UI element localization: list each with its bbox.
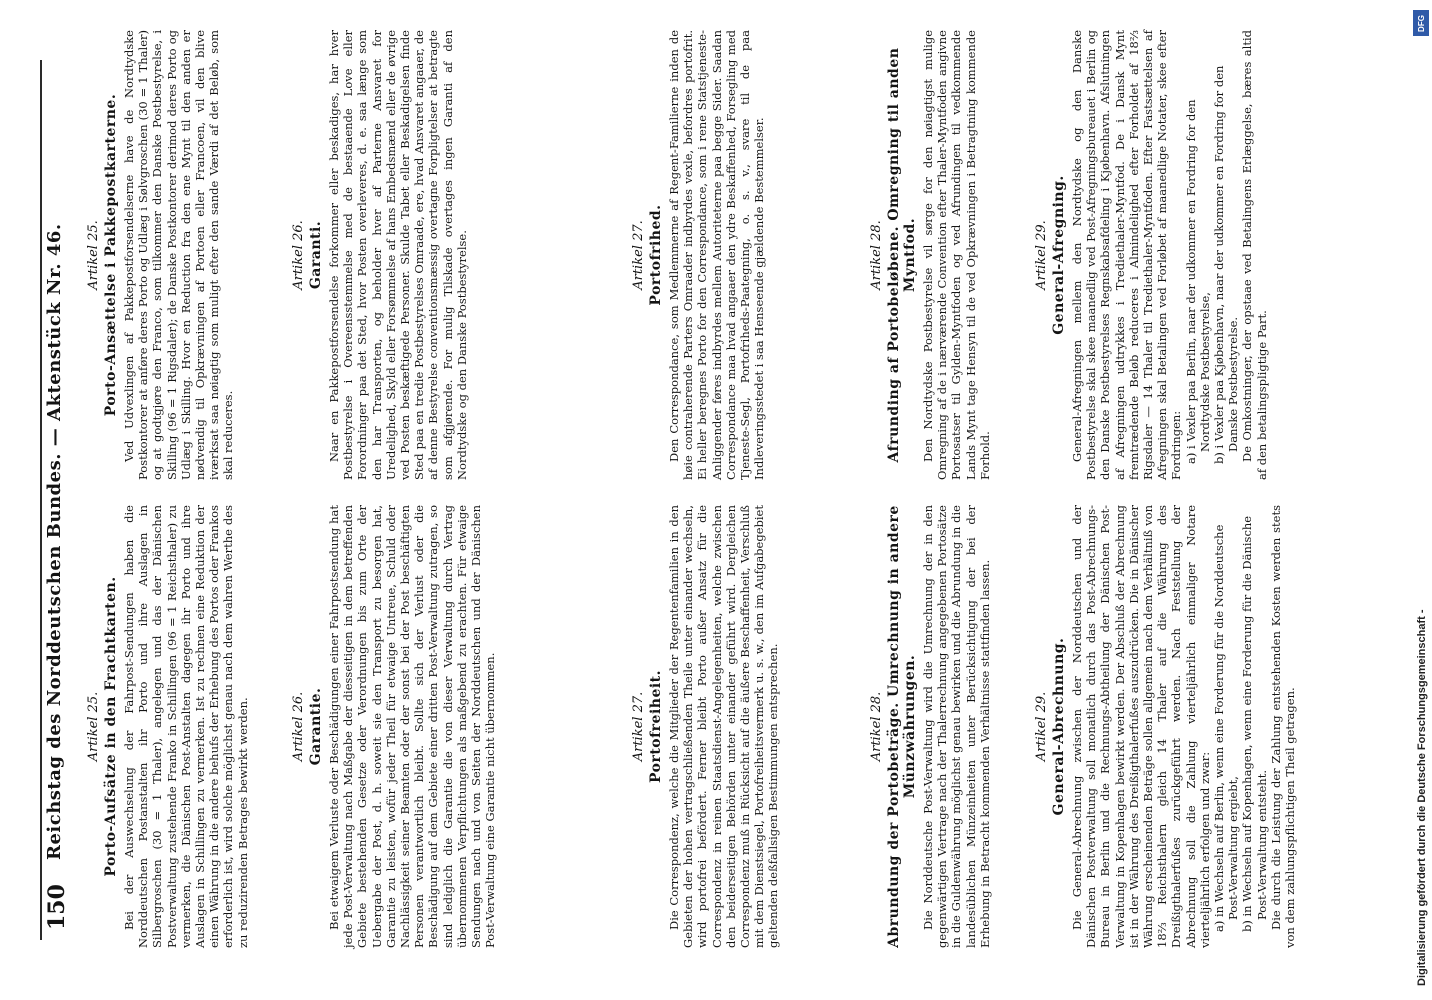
article-block xyxy=(631,505,781,948)
header-rule xyxy=(40,60,42,940)
article-text: Naar en Pakkepostforsendelse forkommer eller beskadiges, har hver Postbestyrelse i Overeensstemmelse med de bestaaende Love eller Forordninger paa det Sted, hvor Posten overleveres, d. e. saa længe som den har Transporten, og beholder hver af Parterne Ansvaret for Uredelighed, Skyld eller Forsømmelse af hans Embedsmænd eller de øvrige ved Posten beskæftigede Personer. Skulde Tabet eller Beskadigelsen finde Sted paa en tredie Postbestyrelses Omraade, ere, hvad Ansvaret angaaer, de af denne Bestyrelse conventionsmæssig overtagne Forpligtelser at betragte som afgjørende. For mulig Tilskade overtages ingen Garanti af den Nordtydske og den Danske Postbestyrelse. xyxy=(327,30,469,480)
article-closing-text: De Omkostninger, der opstaae ved Betalingens Erlæggelse, bæres altid af den betalingspligtige Part. xyxy=(1240,30,1269,480)
article-text: Die General-Abrechnung zwischen der Norddeutschen und der Dänischen Postverwaltung soll monatlich durch das Post-Abrechnungs-Bureau in Berlin und die Rechnungs-Abtheilung der Dänischen Post-Verwaltung in Kopenhagen bewirkt werden. Der Abschluß der Abrechnung ist in der Währung des Dreißigthalerfußes auszudrücken. Die in Dänischer Währung erscheinenden Beträge sollen allgemein nach dem Verhältniß von 18⅔ Reichsthalern gleich 14 Thaler auf die Währung des Dreißigthalerfußes zurückgeführt werden. Nach Feststellung der Abrechnung soll die Zahlung vierteljährlich einmaliger Notare vierteljährlich erfolgen und zwar: xyxy=(1070,505,1212,948)
article-number: Artikel 27. xyxy=(631,691,646,762)
article-text: General-Afregningen mellem den Nordtydske og den Danske Postbestyrelse skal skee maanedlig ved Post-Afregningsbureauet i Berlin og den Danske Postbestyrelses Regnskabsafdeling i Kjøbenhavn. Afslutningen af Afregningen udtrykkes i Trediethaler-Myntfod. De i Dansk Mynt fremtrædende Beløb reduceres i Almindelighed efter Forholdet af 18⅔ Rigsdaler — 14 Thaler til Trediethaler-Myntfoden. Efter Fastsættelsen af Afregningen skal Betalingen ved Forløbet af maanedlige Notater, skee efter Fordringen: xyxy=(1070,30,1184,480)
article-title: Portofreiheit. xyxy=(648,669,664,784)
article-title: General-Afregning. xyxy=(1051,175,1067,335)
article-block xyxy=(1034,505,1297,948)
article-number: Artikel 26. xyxy=(291,691,306,762)
article-number: Artikel 28. xyxy=(869,691,884,762)
article-title: Afrunding af Portobeløbene. Omregning til anden Myntfod. xyxy=(886,47,918,463)
article-block xyxy=(1034,30,1269,480)
article-text: Bei etwaigem Verluste oder Beschädigungen einer Fahrpostsendung hat jede Post-Verwaltung nach Maßgabe der diesseitigen in dem betreffenden Gebiete bestehenden Gesetze oder Verordnungen bis zum Orte der Uebergabe der Post, d. h. soweit sie den Transport zu besorgen hat, Garantie zu leisten, wofür jeder Theil für etwaige Untreue, Schuld oder Nachlässigkeit seiner Beamten oder der sonst bei der Post beschäftigten Personen verantwortlich bleibt. Sollte sich der Verlust oder die Beschädigung auf dem Gebiete einer dritten Post-Verwaltung zutragen, so sind lediglich die Garantie die von dieser Verwaltung durch Vertrag übernommenen Verpflichtungen als maßgebend zu erachten. Für etwaige Sendungen nach und von Seiten der Norddeutschen und der Dänischen Post-Verwaltung eine Garantie nicht übernommen. xyxy=(327,505,498,948)
article-block xyxy=(869,505,992,948)
article-text: Bei der Auswechselung der Fahrpost-Sendungen haben die Norddeutschen Postanstalten ihr Porto und ihre Auslagen in Silbergroschen (30 = 1 Thaler), angelegen und das der Dänischen Postverwaltung zustehende Franko in Schillingen (96 = 1 Reichsthaler) zu vermerken, die Dänischen Post-Anstalten dagegen ihr Porto und ihre Auslagen in Schillingen zu vermerken. Ist zu rechnen eine Reduktion der einen Währung in die andere behufs der Erhebung des Portos oder Frankos erforderlich ist, wird solche möglichst genau nach dem wahren Werthe des zu reduzirenden Betrages bewirkt werden. xyxy=(122,505,250,948)
running-head: Reichstag des Norddeutschen Bundes. — Aktenstück Nr. 46. xyxy=(44,223,65,860)
article-number: Artikel 26. xyxy=(291,220,306,290)
article-number: Artikel 25. xyxy=(86,691,101,762)
article-list-item: b) in Wechseln auf Kopenhagen, wenn eine Forderung für die Dänische Post-Verwaltung entsteht. xyxy=(1240,515,1269,932)
article-title: Porto-Aufsätze in den Frachtkarten. xyxy=(103,576,119,877)
article-block xyxy=(86,505,250,948)
dfg-logo: DFG xyxy=(1413,10,1429,36)
article-title: Garanti. xyxy=(308,220,324,290)
article-title: General-Abrechnung. xyxy=(1051,637,1067,816)
article-number: Artikel 29. xyxy=(1034,220,1049,290)
article-number: Artikel 29. xyxy=(1034,691,1049,762)
article-title: Portofrihed. xyxy=(648,204,664,306)
article-block xyxy=(869,30,992,480)
article-list-item: b) i Vexler paa Kjøbenhavn, naar der udkommer en Fordring for den Danske Postbestyrelse. xyxy=(1212,65,1241,464)
article-list-item: a) i Vexler paa Berlin, naar der udkommer en Fordring for den Nordtydske Postbestyrelse, xyxy=(1183,99,1212,464)
article-title: Garantie. xyxy=(308,687,324,766)
article-text: Den Nordtydske Postbestyrelse vil sørge for den nøiagtigst mulige Omregning af de i nærværende Convention efter Thaler-Myntfoden angivne Portosatser til Gylden-Myntfoden og ved Afrundingen til vedkommende Lands Mynt tage Hensyn til de ved Opkrævningen i Betragtning kommende Forhold. xyxy=(921,30,992,480)
article-block xyxy=(86,30,236,480)
article-block xyxy=(291,505,497,948)
article-block xyxy=(291,30,469,480)
article-closing-text: Die durch die Leistung der Zahlung entstehenden Kosten werden stets von dem zahlungspflichtigen Theil getragen. xyxy=(1268,505,1298,948)
page-number: 150 xyxy=(44,884,70,930)
article-number: Artikel 28. xyxy=(869,220,884,290)
article-text: Die Norddeutsche Post-Verwaltung wird die Umrechnung der in den gegenwärtigen Vertrage nach der Thalerrechnung angegebenen Portosätze in die Guldenwährung möglichst genau bewirken und die Abrundung in die landesüblichen Münzeinheiten unter Berücksichtigung der bei der Erhebung in Betracht kommenden Verhältnisse stattfinden lassen. xyxy=(921,505,992,948)
article-text: Den Correspondance, som Medlemmerne af Regent-Familierne inden de høie contraherende Parters Omraader indbyrdes vexle, befordres portofrit. Ei heller beregnes Porto for den Correspondance, som i rene Statstjeneste-Anliggender føres indbyrdes mellem Autoriteterne paa begge Sider. Saadan Correspondance maa hvad angaaer den ydre Beskaffenhed, Forsegling med Tjeneste-Segl, Portofriheds-Paategning, o. s. v., svare til de paa Indleveringsstedet i saa Henseende gjældende Bestemmelser. xyxy=(667,30,767,480)
article-block xyxy=(631,30,766,480)
article-list-item: a) in Wechseln auf Berlin, wenn eine Forderung für die Norddeutsche Post-Verwaltung ergiebt, xyxy=(1212,524,1241,932)
article-text: Ved Udvexlingen af Pakkepostforsendelserne have de Nordtydske Postkontorer at anføre deres Porto og Udlæg i Sølvgroschen (30 = 1 Thaler) og at godtgjøre den Franco, som tilkommer den Danske Postbestyrelse, i Skilling (96 = 1 Rigsdaler); de Danske Postkontorer derimod deres Porto og Udlæg i Skilling. Hvor en Reduction fra den ene Mynt til den anden er nødvendig til Opkrævningen af Portoen eller Francoen, vil den blive iværksat saa nøiagtig som muligt efter den sande Værdi af det Beløb, som skal reduceres. xyxy=(122,30,236,480)
article-title: Porto-Ansættelse i Pakkepostkarterne. xyxy=(103,93,119,417)
article-text: Die Correspondenz, welche die Mitglieder der Regentenfamilien in den Gebieten der hohen vertragschließenden Theile unter einander wechseln, wird portofrei befördert. Ferner bleibt Porto außer Ansatz für die Correspondenz in reinen Staatsdienst-Angelegenheiten, welche zwischen den beiderseitigen Behörden unter einander geführt wird. Dergleichen Correspondenz muß in Rücksicht auf die äußere Beschaffenheit, Verschluß mit dem Dienstsiegel, Portofreiheitsvermerk u. s. w., den im Aufgabegebiet geltenden deßfallsigen Bestimmungen entsprechen. xyxy=(667,505,781,948)
article-title: Abrundung der Portobeträge. Umrechnung in andere Münzwährungen. xyxy=(886,505,918,948)
digitisation-credit: Digitalisierung gefördert durch die Deutsche Forschungsgemeinschaft - xyxy=(1416,609,1428,986)
article-number: Artikel 27. xyxy=(631,220,646,290)
article-number: Artikel 25. xyxy=(86,220,101,290)
